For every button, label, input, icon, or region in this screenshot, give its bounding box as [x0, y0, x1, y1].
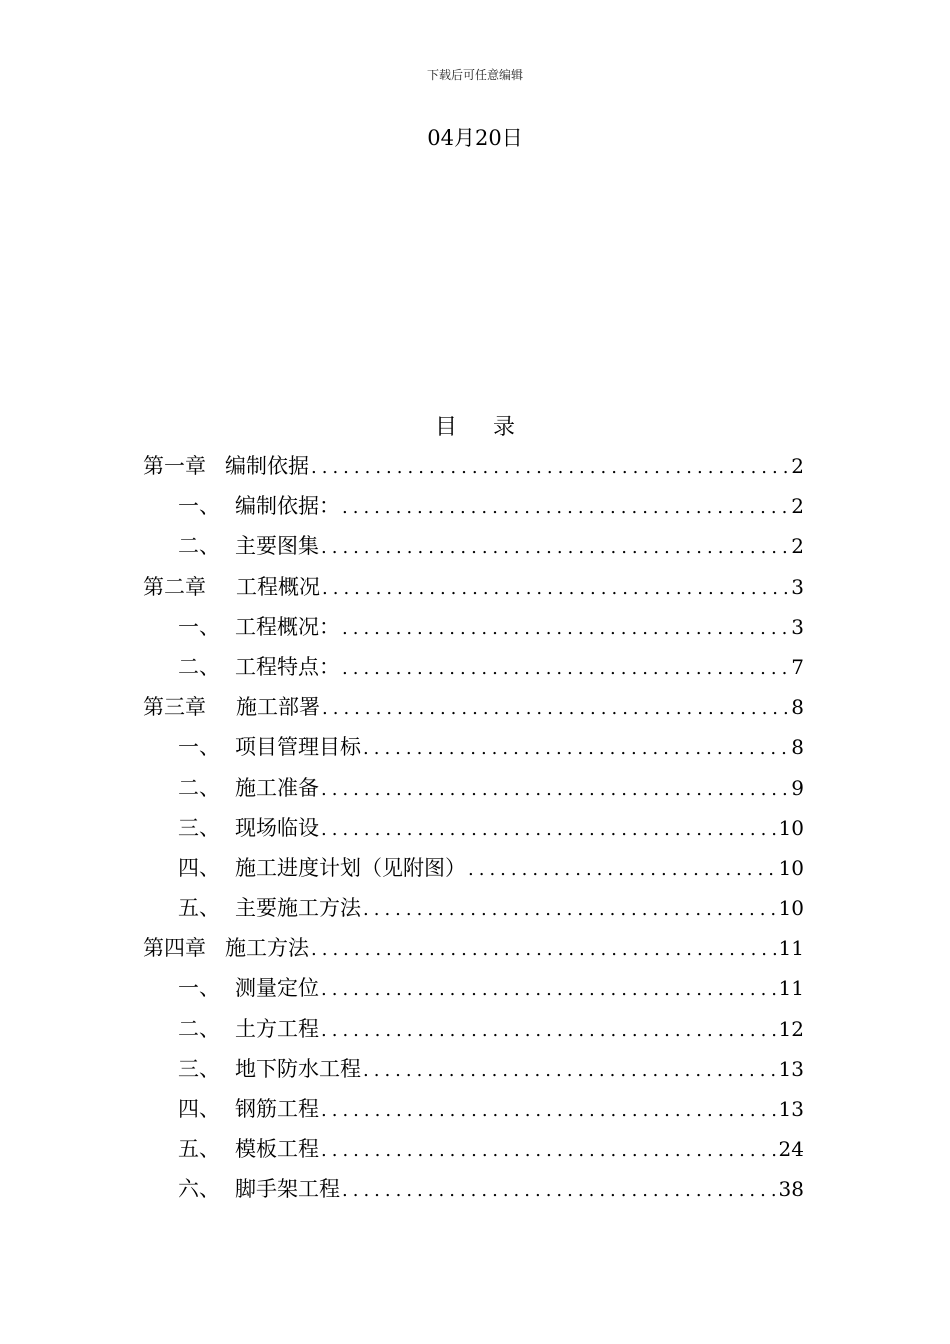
toc-entry-11[interactable]: [143, 848, 804, 888]
toc-entry-label: 脚手架工程: [235, 1177, 340, 1202]
toc-entry-label: 施工方法: [225, 936, 309, 961]
toc-leader-dots: [319, 970, 777, 1008]
toc-leader-dots: [319, 1011, 777, 1049]
toc-entry-10[interactable]: [143, 808, 804, 848]
toc-entry-page: 3: [791, 574, 804, 599]
toc-entry-17[interactable]: [143, 1089, 804, 1129]
toc-entry-label: 钢筋工程: [235, 1097, 319, 1121]
toc-entry-label: 工程概况：: [235, 614, 340, 639]
toc-entry-page: 38: [778, 1177, 804, 1202]
toc-entry-label: 主要施工方法: [235, 896, 361, 921]
toc-entry-page: 10: [778, 855, 804, 880]
toc-entry-6[interactable]: [143, 647, 804, 687]
toc-entry-page: 2: [791, 494, 804, 519]
toc-entry-number: 三、: [178, 815, 220, 840]
toc-leader-dots: [319, 528, 789, 566]
toc-entry-label: 编制依据: [225, 454, 309, 478]
toc-leader-dots: [361, 890, 777, 928]
toc-leader-dots: [319, 1091, 777, 1129]
toc-entry-8[interactable]: [143, 727, 804, 767]
toc-entry-number: 四、: [178, 855, 220, 880]
toc-entry-5[interactable]: [143, 607, 804, 647]
toc-leader-dots: [361, 729, 789, 767]
toc-entry-number: 一、: [178, 614, 220, 639]
toc-entry-number: 第四章: [143, 936, 206, 961]
toc-title: 目录: [434, 415, 551, 440]
toc-entry-label: 现场临设: [235, 815, 319, 840]
toc-entry-label: 主要图集: [235, 534, 319, 559]
toc-entry-page: 24: [778, 1137, 804, 1162]
toc-entry-number: 一、: [178, 494, 220, 519]
toc-leader-dots: [309, 448, 789, 486]
date-line: 04月20日: [427, 126, 523, 150]
toc-entry-number: 六、: [178, 1177, 220, 1202]
toc-entry-label: 土方工程: [235, 1016, 319, 1041]
toc-entry-number: 第二章: [143, 574, 206, 599]
toc-entry-label: 编制依据：: [235, 494, 340, 519]
table-of-contents: [143, 446, 804, 1210]
toc-entry-number: 第一章: [143, 454, 206, 478]
toc-entry-page: 11: [778, 936, 804, 961]
toc-entry-page: 8: [791, 735, 804, 760]
toc-leader-dots: [319, 810, 777, 848]
toc-entry-page: 11: [778, 976, 804, 1001]
toc-entry-label: 施工部署: [236, 695, 320, 720]
toc-leader-dots: [340, 488, 789, 526]
toc-entry-19[interactable]: [143, 1169, 804, 1209]
toc-entry-number: 一、: [178, 976, 220, 1001]
toc-entry-2[interactable]: [143, 486, 804, 526]
toc-entry-page: 8: [791, 695, 804, 720]
toc-entry-12[interactable]: [143, 888, 804, 928]
toc-entry-7[interactable]: [143, 687, 804, 727]
toc-leader-dots: [340, 609, 789, 647]
toc-leader-dots: [340, 649, 789, 687]
toc-entry-number: 四、: [178, 1097, 220, 1121]
toc-entry-number: 二、: [178, 654, 220, 679]
toc-leader-dots: [309, 930, 777, 968]
toc-leader-dots: [319, 770, 789, 808]
toc-entry-page: 2: [791, 454, 804, 478]
toc-entry-page: 13: [778, 1056, 804, 1081]
toc-entry-label: 施工准备: [235, 775, 319, 800]
toc-entry-label: 地下防水工程: [235, 1056, 361, 1081]
toc-entry-label: 项目管理目标: [235, 735, 361, 760]
toc-entry-page: 10: [778, 815, 804, 840]
toc-entry-number: 五、: [178, 896, 220, 921]
toc-entry-page: 3: [791, 614, 804, 639]
toc-entry-page: 9: [791, 775, 804, 800]
toc-entry-14[interactable]: [143, 968, 804, 1008]
toc-entry-label: 工程特点：: [235, 654, 340, 679]
toc-entry-page: 7: [791, 654, 804, 679]
toc-entry-4[interactable]: [143, 567, 804, 607]
toc-entry-label: 施工进度计划（见附图）: [235, 855, 466, 880]
toc-entry-9[interactable]: [143, 768, 804, 808]
toc-entry-page: 13: [778, 1097, 804, 1121]
toc-entry-label: 模板工程: [235, 1137, 319, 1162]
toc-entry-number: 三、: [178, 1056, 220, 1081]
toc-entry-number: 第三章: [143, 695, 206, 720]
toc-entry-number: 二、: [178, 775, 220, 800]
toc-leader-dots: [320, 689, 789, 727]
toc-entry-number: 五、: [178, 1137, 220, 1162]
toc-entry-13[interactable]: [143, 928, 804, 968]
toc-entry-18[interactable]: [143, 1129, 804, 1169]
header-note: 下载后可任意编辑: [426, 68, 523, 82]
toc-entry-number: 二、: [178, 534, 220, 559]
toc-entry-label: 工程概况: [236, 574, 320, 599]
toc-entry-page: 10: [778, 896, 804, 921]
toc-leader-dots: [320, 569, 789, 607]
toc-entry-3[interactable]: [143, 526, 804, 566]
toc-entry-page: 2: [791, 534, 804, 559]
toc-entry-label: 测量定位: [235, 976, 319, 1001]
toc-entry-page: 12: [778, 1016, 804, 1041]
toc-leader-dots: [466, 850, 777, 888]
toc-entry-1[interactable]: [143, 446, 804, 486]
toc-leader-dots: [361, 1051, 777, 1089]
toc-entry-number: 一、: [178, 735, 220, 760]
toc-leader-dots: [340, 1171, 777, 1209]
toc-entry-15[interactable]: [143, 1009, 804, 1049]
toc-entry-16[interactable]: [143, 1049, 804, 1089]
toc-entry-number: 二、: [178, 1016, 220, 1041]
toc-leader-dots: [319, 1131, 777, 1169]
